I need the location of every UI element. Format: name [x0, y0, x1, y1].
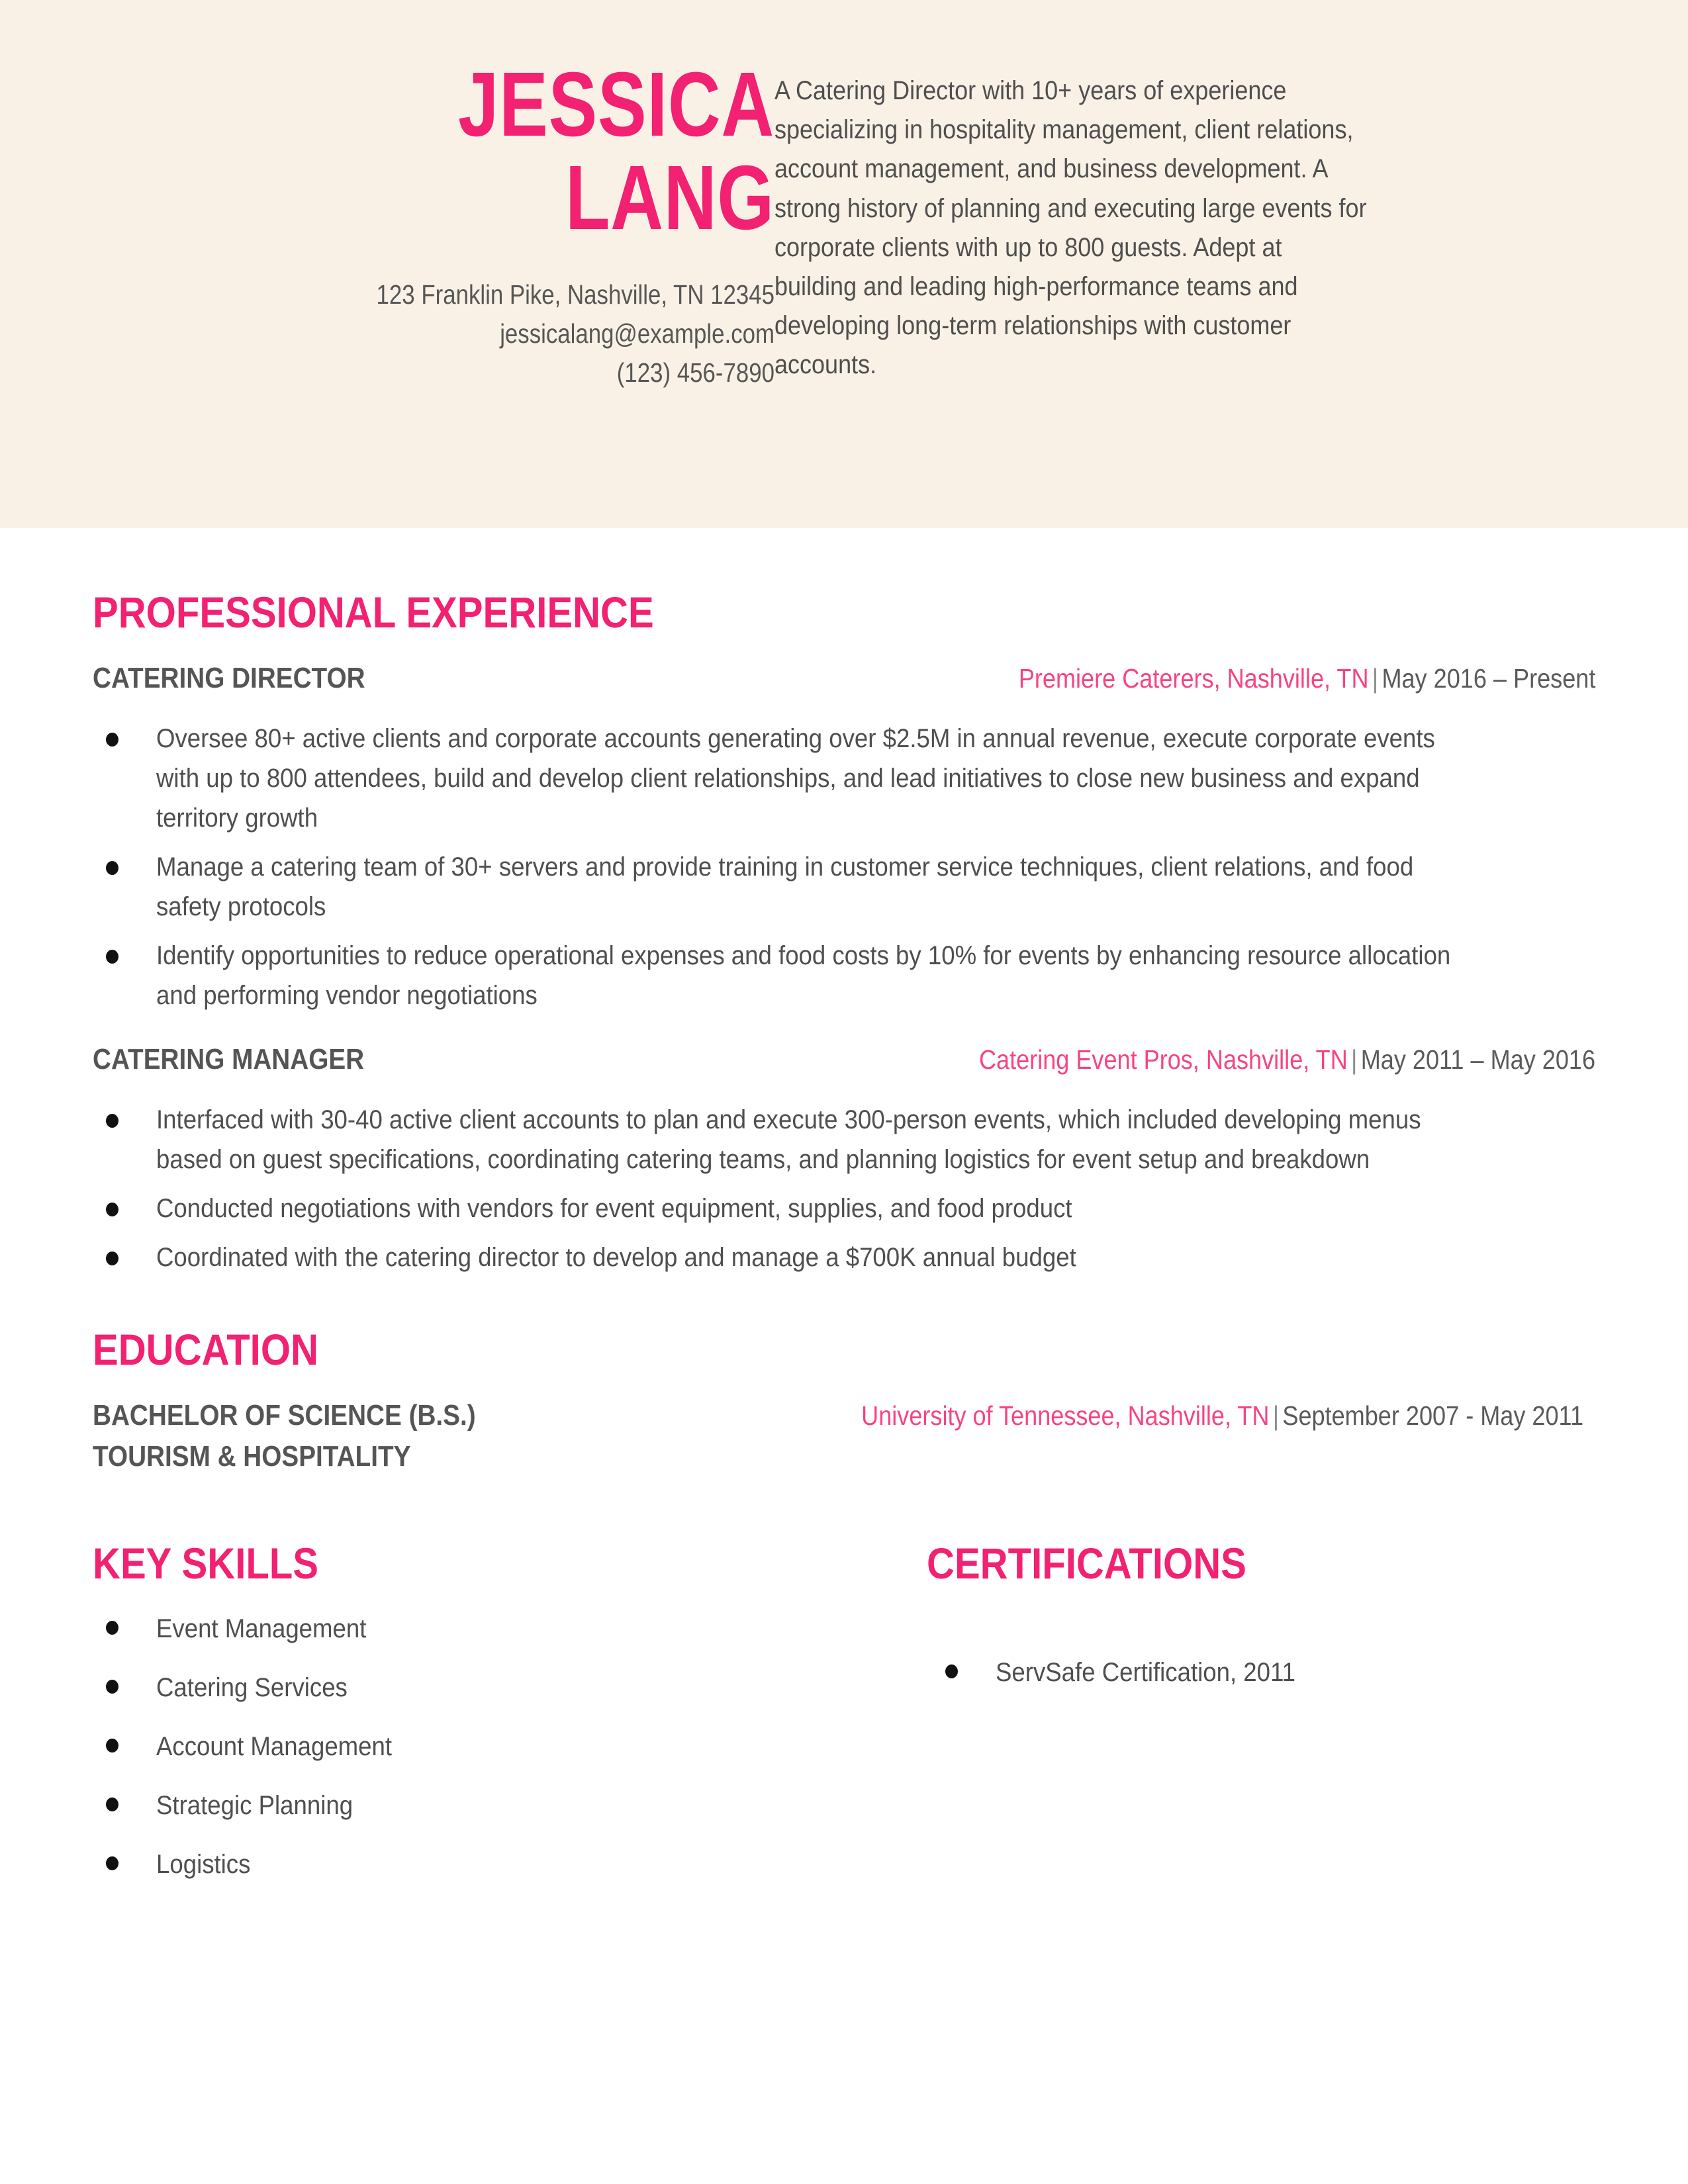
certifications-list — [927, 1657, 1595, 1688]
header-summary-column — [774, 0, 1688, 385]
name-last: LANG — [565, 146, 774, 249]
section-heading-certifications: CERTIFICATIONS — [927, 1538, 1246, 1588]
header-band — [0, 0, 1688, 528]
job-title: CATERING MANAGER — [93, 1043, 365, 1075]
section-heading-key-skills: KEY SKILLS — [93, 1538, 319, 1588]
job-company: Premiere Caterers, Nashville, TN — [1018, 663, 1369, 694]
bottom-columns — [93, 1478, 1595, 1907]
education-dates: September 2007 - May 2011 — [1282, 1400, 1584, 1431]
job-bullet-list — [93, 719, 1595, 1015]
header-identity-column — [0, 0, 774, 392]
contact-phone[interactable]: (123) 456-7890 — [616, 357, 774, 388]
education-entry — [93, 1395, 1595, 1478]
experience-entry — [93, 1043, 1595, 1277]
list-item: Oversee 80+ active clients and corporate accounts generating over $2.5M in annual revenue, execute corporate events with up to 800 attendees, build and develop client relationships, and lead initiatives to close new business and expand territory growth — [93, 719, 1595, 838]
education-degree-block — [93, 1395, 528, 1478]
job-header — [93, 1043, 1595, 1076]
list-item: Logistics — [93, 1848, 927, 1880]
list-item: Identify opportunities to reduce operational expenses and food costs by 10% for events by enhancing resource allocation and performing vendor negotiations — [93, 936, 1595, 1015]
section-heading-experience: PROFESSIONAL EXPERIENCE — [93, 588, 654, 637]
list-item: Manage a catering team of 30+ servers and provide training in customer service techniques, client relations, and food safety protocols — [93, 847, 1595, 927]
contact-email[interactable]: jessicalang@example.com — [500, 318, 774, 349]
experience-entry — [93, 662, 1595, 1015]
education-school: University of Tennessee, Nashville, TN — [861, 1400, 1270, 1431]
list-item: Account Management — [93, 1731, 927, 1762]
list-item: Strategic Planning — [93, 1790, 927, 1821]
list-item: Catering Services — [93, 1672, 927, 1704]
section-certifications — [927, 1538, 1595, 1907]
list-item: Conducted negotiations with vendors for event equipment, supplies, and food product — [93, 1189, 1595, 1228]
list-item: Event Management — [93, 1613, 927, 1645]
section-education — [93, 1287, 1595, 1478]
meta-separator: | — [1372, 663, 1378, 694]
professional-summary: A Catering Director with 10+ years of experience specializing in hospitality management, client relations, account management, and business development. A strong history of planning and executing large events for corporate clients with up to 800 guests. Adept at building and leading high-performance teams and developing long-term relationships with customer accounts. — [774, 76, 1367, 380]
resume-body — [0, 528, 1688, 1907]
job-dates: May 2016 – Present — [1382, 663, 1595, 694]
contact-info — [265, 275, 774, 392]
section-key-skills — [93, 1538, 927, 1907]
job-header — [93, 662, 1595, 695]
key-skills-list — [93, 1613, 927, 1880]
job-company: Catering Event Pros, Nashville, TN — [978, 1044, 1348, 1075]
section-professional-experience — [93, 528, 1595, 1277]
name-first: JESSICA — [457, 54, 774, 156]
header-inner — [0, 0, 1688, 528]
job-title: CATERING DIRECTOR — [93, 662, 365, 694]
list-item: Interfaced with 30-40 active client accounts to plan and execute 300-person events, which included developing menus based on guest specifications, coordinating catering teams, and planning logistics for event setup and breakdown — [93, 1100, 1595, 1179]
list-item: Coordinated with the catering director to develop and manage a $700K annual budget — [93, 1238, 1595, 1277]
meta-separator: | — [1351, 1044, 1358, 1075]
meta-separator: | — [1273, 1400, 1280, 1431]
job-meta — [979, 1044, 1595, 1075]
education-degree-line-2: TOURISM & HOSPITALITY — [93, 1440, 411, 1473]
job-bullet-list — [93, 1100, 1595, 1277]
education-degree-line-1: BACHELOR OF SCIENCE (B.S.) — [93, 1399, 476, 1432]
job-dates: May 2011 – May 2016 — [1360, 1044, 1595, 1075]
contact-address: 123 Franklin Pike, Nashville, TN 12345 — [376, 279, 774, 310]
candidate-name — [265, 54, 774, 249]
job-meta — [1018, 663, 1595, 694]
list-item: ServSafe Certification, 2011 — [927, 1657, 1595, 1688]
education-meta — [862, 1400, 1595, 1432]
section-heading-education: EDUCATION — [93, 1325, 318, 1374]
